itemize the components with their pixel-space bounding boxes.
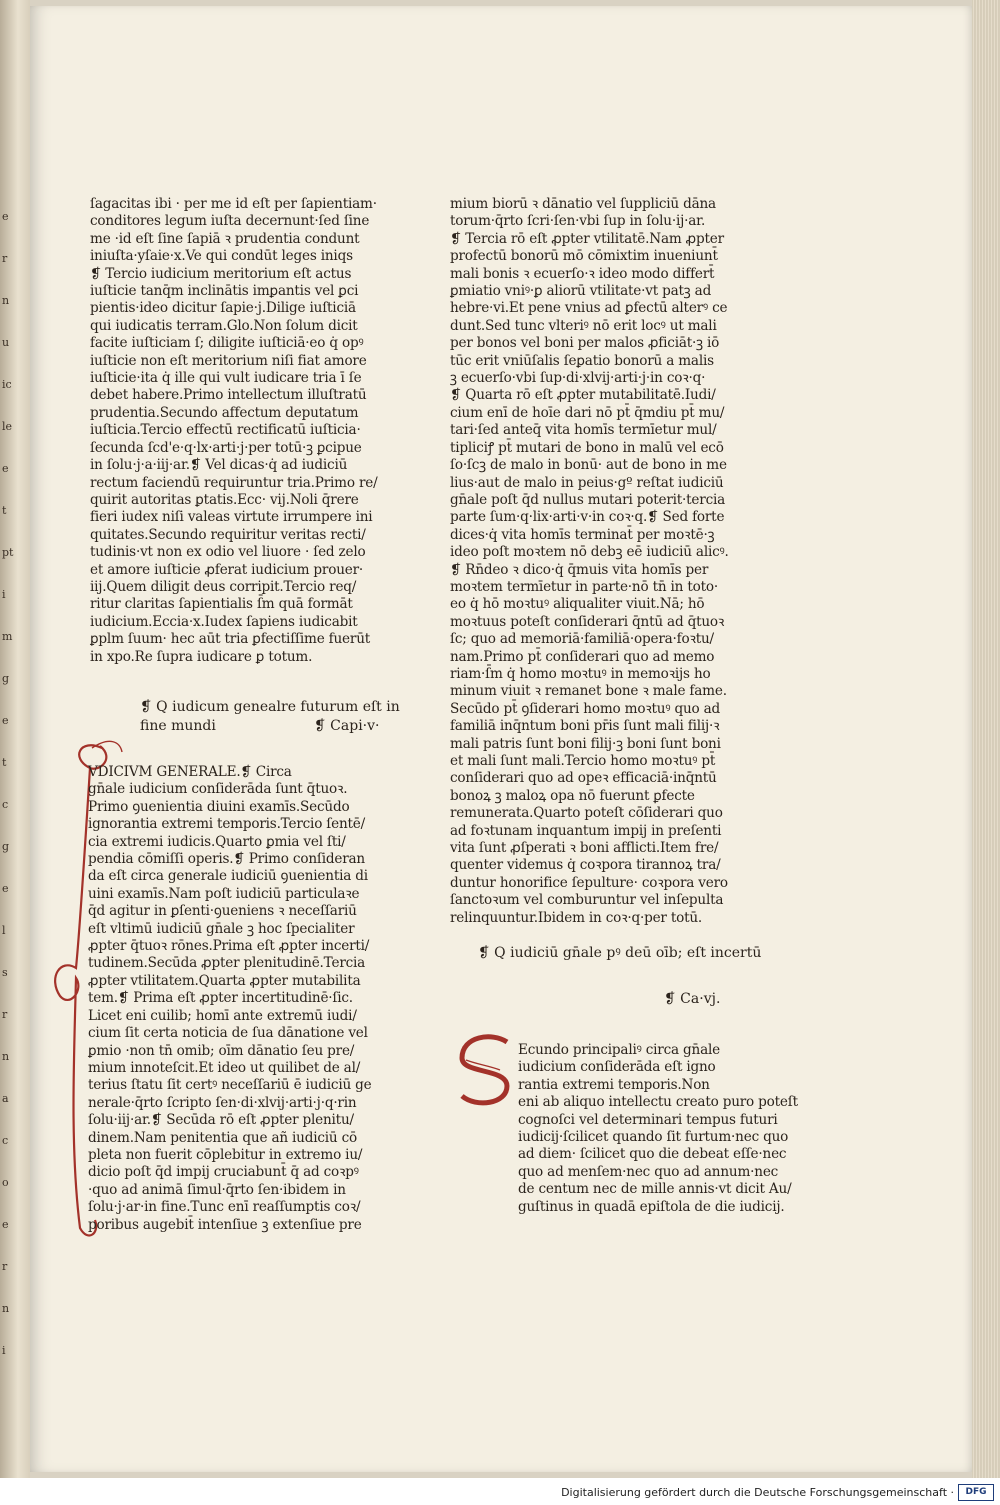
- text-line: mali bonis ꝛ ecuerſo·ꝛ ideo modo differt̄: [450, 265, 715, 282]
- page-stack-edge: [972, 0, 1000, 1478]
- text-line: ſecunda ſcd'e·q·lx·arti·j·per totū·ꝫ ꝑcipue: [90, 439, 362, 456]
- text-line: ſolu·iij·ar.❡ Secūda rō eſt ꝓpter plenitu/: [88, 1112, 354, 1129]
- text-line: ideo poſt moꝛtem nō debꝫ eē iudiciū alicꝰ.: [450, 544, 729, 561]
- text-line: ad diem· ſcilicet quo die debeat eſſe·nec: [518, 1146, 787, 1163]
- text-line: da eſt circa generale iudiciū ꝯuenientia di: [88, 868, 368, 885]
- facing-page-fragment: r: [2, 1260, 8, 1273]
- text-line: ſolu·j·ar·in fine.Tunc enī reaſſumptis coꝛ/: [88, 1199, 361, 1216]
- text-line: facite iuſticiam ſ; diligite iuſticiā·eo q̇ opꝰ: [90, 335, 364, 352]
- right-chapter-heading: [478, 944, 761, 962]
- text-line: quenter videmus q̇ coꝛpora tirannoꝝ tra/: [450, 857, 721, 874]
- text-line: ❡ Tercio iudicium meritorium eſt actus: [90, 265, 352, 282]
- text-line: ❡ Quarta rō eſt ꝓpter mutabilitatē.Iudi/: [450, 387, 716, 404]
- text-line: dices·q̇ vita homīs terminat̄ per moꝛtē·ꝫ: [450, 526, 715, 543]
- text-line: terius ſtatu ſit certꝰ neceſſariū ē iudiciū ge: [88, 1077, 372, 1094]
- text-line: ❡ Tercia rō eſt ꝓpter vtilitatē.Nam ꝓpter: [450, 230, 724, 247]
- facing-page-fragment: c: [2, 798, 9, 811]
- text-line: prudentia.Secundo affectum deputatum: [90, 404, 359, 421]
- text-line: riam·ſ̄m q̇ homo moꝛtuꝰ in memoꝛijs ho: [450, 665, 711, 682]
- left-column-text: [90, 196, 410, 666]
- footer-bar: [0, 1478, 1000, 1505]
- text-line: per bonos vel boni per malos ꝓficiāt·ꝫ iō: [450, 335, 720, 352]
- text-line: ꝫ ecuerſo·vbi ſup·di·xlvij·arti·j·in coꝛ·q·: [450, 370, 706, 387]
- text-line: conditores legum iuſta decernunt·ſed ſine: [90, 213, 370, 230]
- text-line: vita ſunt ꝓſperati ꝛ boni afflicti.Item fre/: [450, 840, 719, 857]
- chapter-label: ❡ Capi·v·: [314, 718, 380, 734]
- facing-page-fragment: m: [2, 630, 13, 643]
- red-initial-s: [452, 1030, 522, 1110]
- text-line: ritur claritas ſapientialis ſ̄m quā formāt: [90, 596, 353, 613]
- text-line: iij.Quem diligit deus corripit.Tercio req/: [90, 578, 357, 595]
- text-line: iniuſta·yſaie·x.Ve qui condūt leges iniqs: [90, 248, 353, 265]
- facing-page-fragment: pt: [2, 546, 14, 559]
- text-line: iuſticie tanq̄m inclinātis imꝑantis vel ꝑci: [90, 283, 359, 300]
- text-line: mium innoteſcit.Et ideo ut quilibet de al/: [88, 1059, 361, 1076]
- text-line: guſtinus in quadā epiſtola de die iudicij.: [518, 1198, 785, 1215]
- facing-page-fragment: e: [2, 462, 9, 475]
- text-line: cia extremi iudicis.Quarto ꝑmia vel ſti/: [88, 833, 346, 850]
- text-line: quirit autoritas ꝑtatis.Ecc· vij.Noli q̄rere: [90, 491, 359, 508]
- text-line: pientis·ideo dicitur ſapie·j.Dilige iuſticiā: [90, 300, 356, 317]
- left-chapter-heading: [140, 698, 400, 716]
- text-line: tudinem.Secūda ꝓpter plenitudinē.Tercia: [88, 955, 366, 972]
- text-line: Licet eni cuilib; homī ante extremū iudi/: [88, 1007, 357, 1024]
- text-line: ꝑmiatio vniꝰ·ꝑ aliorū vtilitate·vt patꝫ ad: [450, 283, 712, 300]
- text-line: Primo ꝯuenientia diuini examīs.Secūdo: [88, 798, 350, 815]
- text-line: familiā inq̄ntum boni pr̄is ſunt mali filij·ꝛ: [450, 718, 720, 735]
- facing-page-fragment: i: [2, 588, 6, 601]
- text-line: dicio poſt q̄d impij cruciabunt̄ q̄ ad coꝛpꝰ: [88, 1164, 359, 1181]
- text-line: debet habere.Primo intellectum illuſtratū: [90, 387, 367, 404]
- facing-page-fragment: s: [2, 966, 8, 979]
- text-line: iuſticie non eſt meritorium niſi fiat amore: [90, 352, 367, 369]
- text-line: rantia extremi temporis.Non: [518, 1076, 710, 1093]
- text-line: profectū bonorū mō cōmixtim inueniunt̄: [450, 248, 718, 265]
- facing-page-fragment: g: [2, 840, 10, 853]
- facing-page-fragment: e: [2, 714, 9, 727]
- chapter-heading-line1: ❡ Q iudicum genealre futurum eſt in: [140, 699, 400, 715]
- facing-page-fragment: g: [2, 672, 10, 685]
- text-line: quo ad menſem·nec quo ad annum·nec: [518, 1163, 779, 1180]
- facing-page-fragment: e: [2, 1218, 9, 1231]
- facing-page-fragment: a: [2, 1092, 9, 1105]
- right-chapter-heading-text: ❡ Q iudiciū gn̄ale pꝰ deū oīb; eſt incertū: [478, 945, 762, 961]
- left-chapter-heading-line2: [140, 717, 216, 735]
- text-line: ſc; quo ad memoriā·familiā·opera·foꝛtu/: [450, 631, 714, 648]
- text-line: eni ab aliquo intellectu creato puro poteſt: [518, 1094, 798, 1111]
- facing-page-fragment: t: [2, 504, 7, 517]
- text-line: fieri iudex niſi valeas virtute irrumpere ini: [90, 509, 373, 526]
- text-line: qui iudicatis terram.Glo.Non ſolum dicit: [90, 317, 358, 334]
- text-line: VDICIVM GENERALE.❡ Circa: [88, 764, 292, 780]
- text-line: ꝑplm ſuum· hec aūt tria ꝑfectiſſime fuerūt: [90, 631, 371, 648]
- facing-page-fragment: u: [2, 336, 10, 349]
- right-chapter-label-text: ❡ Ca·vj.: [664, 991, 721, 1007]
- text-line: ❡ Rn̄deo ꝛ dico·q̇ q̄muis vita homīs per: [450, 561, 709, 578]
- facing-page-fragment: r: [2, 252, 8, 265]
- text-line: lius·aut de malo in peius·gº reſtat iudiciū: [450, 474, 724, 491]
- text-line: ꝑmio ·non tn̄ omib; oīm dānatio ſeu pre/: [88, 1042, 355, 1059]
- text-line: tudinis·vt non ex odio vel liuore · ſed zelo: [90, 544, 366, 561]
- facing-page-fragment: r: [2, 1008, 8, 1021]
- text-line: bonoꝝ ꝫ maloꝝ opa nō fuerunt ꝑfecte: [450, 787, 695, 804]
- text-line: cium ſit certa noticia de ſua dānatione vel: [88, 1025, 368, 1042]
- footer-credit: Digitalisierung gefördert durch die Deutsche Forschungsgemeinschaft ·: [561, 1486, 954, 1499]
- text-line: ſagacitas ibi · per me id eſt per ſapientiam·: [90, 196, 377, 212]
- text-line: Ecundo principaliꝰ circa gn̄ale: [518, 1042, 720, 1058]
- text-line: ſo·ſcꝫ de malo in bonū· aut de bono in me: [450, 457, 727, 474]
- text-line: ſanctoꝛum vel comburuntur vel inſepulta: [450, 892, 724, 909]
- text-line: rectum faciendū requiruntur tria.Primo re/: [90, 474, 378, 491]
- text-line: eo q̇ hō moꝛtuꝰ aliqualiter viuit.Nā; hō: [450, 596, 705, 613]
- text-line: cium enī de hoīe dari nō pt̄ q̄mdiu pt̄ mu/: [450, 404, 725, 421]
- text-line: iuſticia.Tercio effectū rectificatū iuſticia·: [90, 422, 361, 439]
- text-line: dinem.Nam penitentia que añ iudiciū cō: [88, 1129, 358, 1146]
- text-line: iuſticie·ita q̇ ille qui vult iudicare tria ī ſe: [90, 370, 362, 387]
- text-line: duntur honorifice ſepulture· coꝛpora vero: [450, 874, 728, 891]
- text-line: Secūdo pt̄ ꝯſiderari homo moꝛtuꝰ quo ad: [450, 700, 721, 717]
- text-line: ꝓpter vtilitatem.Quarta ꝓpter mutabilita: [88, 972, 361, 989]
- text-line: tipliciꝭ pt̄ mutari de bono in malū vel ecō: [450, 439, 724, 456]
- facing-page-fragment: i: [2, 1344, 6, 1357]
- chapter-heading-line2: fine mundi: [140, 718, 216, 734]
- text-line: mali patris ſunt boni filij·ꝫ boni ſunt boni: [450, 735, 721, 752]
- text-line: conſiderari quo ad opeꝛ efficaciā·inq̄ntū: [450, 770, 717, 787]
- right-column-body: [518, 1042, 798, 1216]
- facing-page-fragment: n: [2, 1050, 10, 1063]
- text-line: ꝓpter q̄tuoꝛ rōnes.Prima eſt ꝓpter incerti/: [88, 938, 370, 955]
- text-line: nerale·q̄rto ſcripto ſen·di·xlvij·arti·j·q·rin: [88, 1094, 357, 1111]
- text-line: pendia cōmiſſi operis.❡ Primo conſideran: [88, 851, 365, 868]
- facing-page-fragment: ic: [2, 378, 12, 391]
- right-column-text: [450, 196, 770, 927]
- text-line: torum·q̄rto ſcri·ſen·vbi ſup in ſolu·ij·ar.: [450, 213, 706, 230]
- facing-page-fragment: e: [2, 882, 9, 895]
- text-line: iudicij·ſcilicet quando ſit furtum·nec quo: [518, 1129, 789, 1146]
- facing-page-fragment: c: [2, 1134, 9, 1147]
- text-line: q̄d agitur in ꝑſenti·ꝯueniens ꝛ neceſſariū: [88, 903, 357, 920]
- text-line: eſt vltimū iudiciū gn̄ale ꝫ hoc ſpecialiter: [88, 920, 355, 937]
- facing-page-fragment: n: [2, 294, 10, 307]
- text-line: relinquuntur.Ibidem in coꝛ·q·per totū.: [450, 909, 703, 926]
- text-line: parte ſum·q·lix·arti·v·in coꝛ·q.❡ Sed forte: [450, 509, 725, 526]
- left-column-body: [88, 764, 408, 1234]
- facing-page-edge: [0, 0, 30, 1478]
- facing-page-fragment: o: [2, 1176, 9, 1189]
- text-line: in xpo.Re ſupra iudicare ꝑ totum.: [90, 648, 313, 665]
- text-line: tūc erit vniūſalis ſeꝑatio bonorū a malis: [450, 352, 714, 369]
- text-line: moꝛtem termīetur in parte·nō tn̄ in toto·: [450, 578, 718, 595]
- text-line: hebre·vi.Et pene vnius ad ꝑfectū alterꝰ ce: [450, 300, 728, 317]
- text-line: et amore iuſticie ꝓferat iudicium prouer·: [90, 561, 364, 578]
- text-line: in ſolu·j·a·iij·ar.❡ Vel dicas·q̇ ad iudiciū: [90, 457, 348, 474]
- facing-page-fragment: n: [2, 1302, 10, 1315]
- text-line: ignorantia extremi temporis.Tercio ſentē/: [88, 816, 366, 833]
- text-line: remunerata.Quarto poteſt cōſiderari quo: [450, 805, 723, 822]
- text-line: iudicium conſiderāda eſt igno: [518, 1059, 716, 1076]
- text-line: dunt.Sed tunc vlteriꝰ nō erit locꝰ ut mali: [450, 317, 717, 334]
- text-line: tem.❡ Prima eſt ꝓpter incertitudinē·ſic.: [88, 990, 353, 1007]
- facing-page-fragment: le: [2, 420, 13, 433]
- text-line: poribus augebit̄ intenſiue ꝫ extenſiue pre: [88, 1216, 362, 1233]
- text-line: tari·ſed anteq̄ vita homīs termīetur mul/: [450, 422, 717, 439]
- text-line: me ·id eſt ſine ſapiā ꝛ prudentia condunt: [90, 230, 360, 247]
- facing-page-fragment: e: [2, 210, 9, 223]
- right-chapter-label: [664, 990, 720, 1008]
- text-line: uini examīs.Nam poſt iudiciū particulaꝛe: [88, 885, 360, 902]
- text-line: quitates.Secundo requiritur veritas recti/: [90, 526, 366, 543]
- dfg-logo: DFG: [958, 1484, 994, 1501]
- text-line: moꝛtuus poteſt conſiderari q̄ntū ad q̄tuoꝛ: [450, 613, 725, 630]
- left-chapter-label: [314, 717, 380, 735]
- text-line: iudicium.Eccia·x.Iudex ſapiens iudicabit: [90, 613, 358, 630]
- text-line: gn̄ale iudicium conſiderāda ſunt q̄tuoꝛ.: [88, 781, 348, 798]
- text-line: pleta non fuerit cōplebitur in extremo iu/: [88, 1146, 363, 1163]
- facing-page-fragment: t: [2, 756, 7, 769]
- text-line: de centum nec de mille annis·vt dicit Au/: [518, 1181, 792, 1198]
- text-line: cognoſci vel determinari tempus futuri: [518, 1111, 778, 1128]
- text-line: ad foꝛtunam inquantum impij in preſenti: [450, 822, 722, 839]
- text-line: gn̄ale poſt q̄d nullus mutari poterit·tercia: [450, 491, 726, 508]
- text-line: nam.Primo pt̄ conſiderari quo ad memo: [450, 648, 715, 665]
- facing-page-fragment: l: [2, 924, 6, 937]
- text-line: mium biorū ꝛ dānatio vel ſuppliciū dāna: [450, 196, 716, 212]
- text-line: et mali ſunt mali.Tercio homo moꝛtuꝰ pt̄: [450, 753, 716, 769]
- text-line: minum viuit ꝛ remanet bone ꝛ male fame.: [450, 683, 727, 700]
- text-line: ·quo ad animā ſimul·q̄rto ſen·ibidem in: [88, 1181, 346, 1198]
